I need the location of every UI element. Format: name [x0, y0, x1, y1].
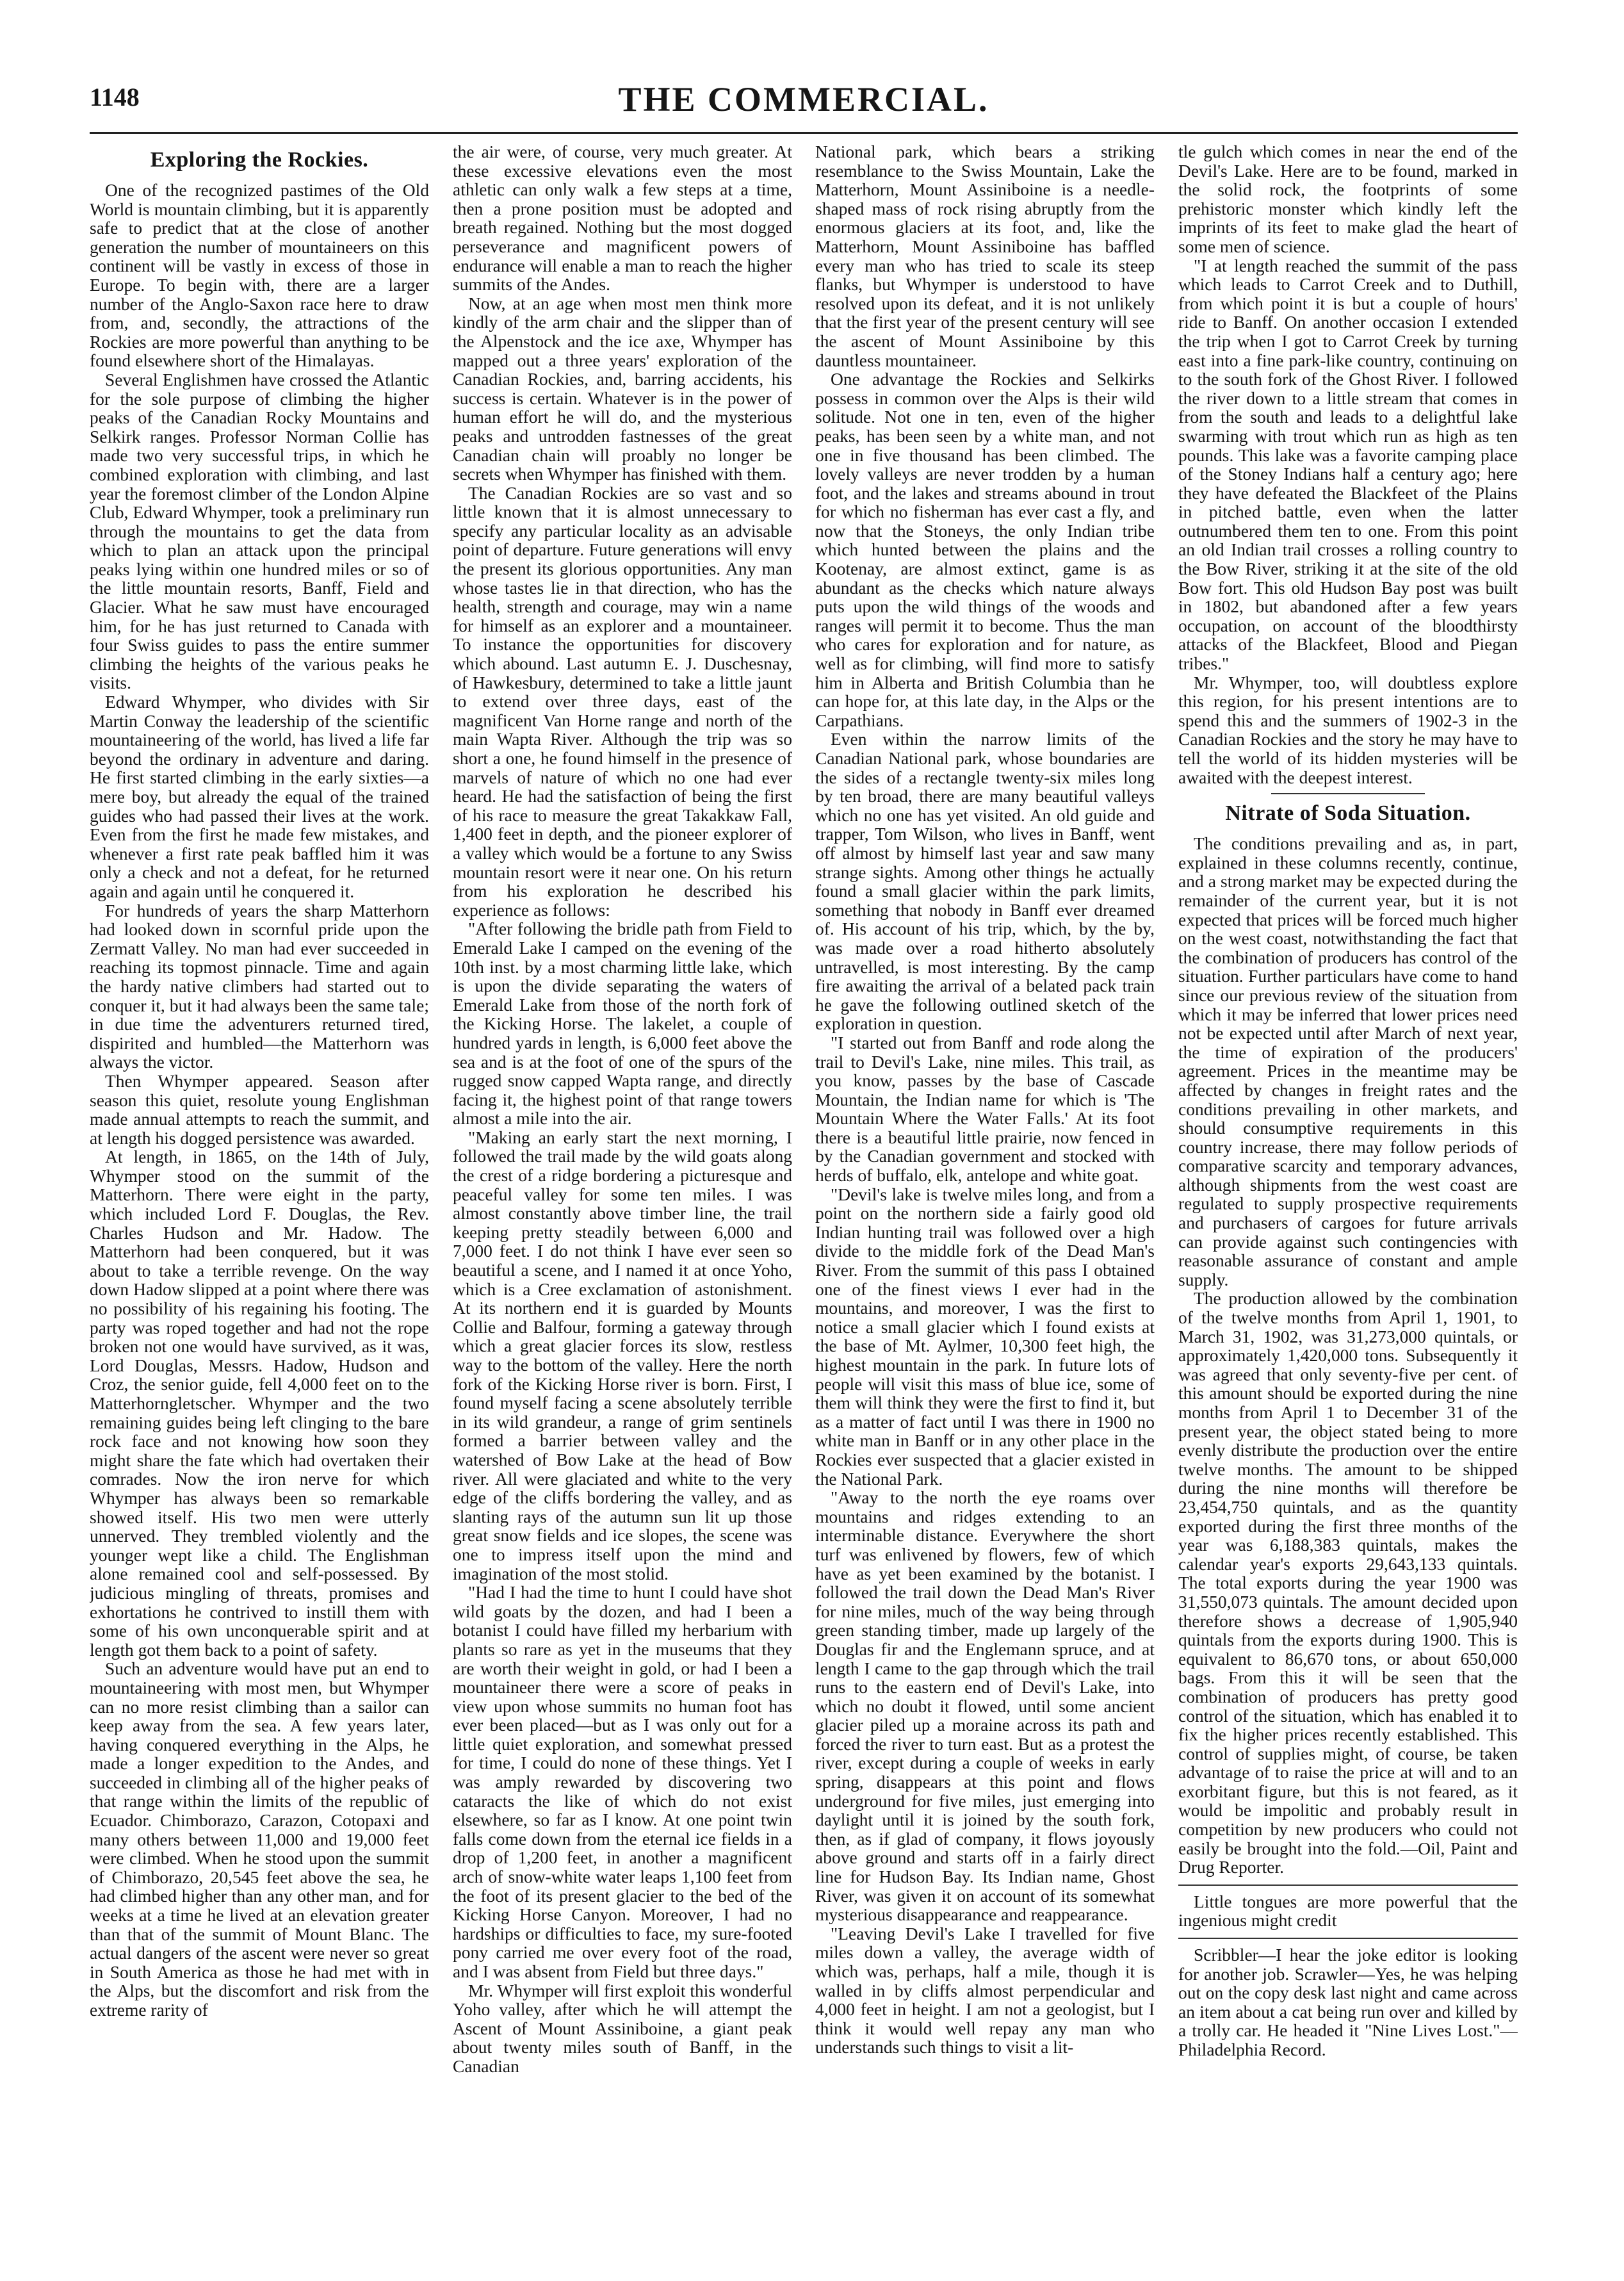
article-headline-exploring-rockies: Exploring the Rockies.	[150, 148, 369, 172]
masthead-rule	[90, 132, 1518, 134]
article-paragraph: At length, in 1865, on the 14th of July, Whymper stood on the summit of the Matterhorn. There were eight in the party, which included Lord F. Douglas, the Rev. Charles Hudson and Mr. Hadow. The Matterhorn had been conquered, but it was about to take a terrible revenge. On the way down Hadow slipped at a point where there was no possibility of his regaining his footing. The party was roped together and had not the rope broken not one would have survived, as it was, Lord Douglas, Messrs. Hadow, Hudson and Croz, the senior guide, fell 4,000 feet on to the Matterhorngletscher. Whymper and the two remaining guides being left clinging to the bare rock face and not knowing how soon they might share the fate which had overtaken their comrades. Now the iron nerve for which Whymper has always been so remarkable showed itself. His two men were utterly unnerved. They trembled violently and the younger wept like a child. The Englishman alone remained cool and self-possessed. By judicious mingling of threats, promises and exhortations he contrived to instill them with some of his own unconquerable spirit and at length got them back to a point of safety.	[90, 1147, 429, 1660]
quoted-paragraph: "Leaving Devil's Lake I travelled for five miles down a valley, the average width of which was, perhaps, half a mile, though it is walled in by cliffs almost perpendicular and 4,000 feet in height. I am not a geologist, but I think it would well repay any man who understands such things to visit a lit-	[815, 1923, 1155, 2057]
column-3	[815, 142, 1155, 2259]
column-2	[453, 142, 792, 2259]
column-1	[90, 142, 429, 2259]
article-paragraph-continued: tle gulch which comes in near the end of the Devil's Lake. Here are to be found, marked in the solid rock, the footprints of some prehistoric monster which kindly left the imprints of its feet to make glad the heart of some men of science.	[1178, 142, 1518, 256]
filler-item: Scribbler—I hear the joke editor is looking for another job. Scrawler—Yes, he was helping out on the copy desk last night and came across an item about a cat being run over and killed by a trolly car. He headed it "Nine Lives Lost."—Philadelphia Record.	[1178, 1945, 1518, 2059]
quoted-paragraph: "Making an early start the next morning, I followed the trail made by the wild goats along the crest of a ridge bordering a picturesque and peaceful valley for some ten miles. I was almost constantly above timber line, the trail keeping pretty steadily between 6,000 and 7,000 feet. I do not think I have ever seen so beautiful a scene, and I named it at once Yoho, which is a Cree exclamation of astonishment. At its northern end it is guarded by Mounts Collie and Balfour, forming a gateway through which a great glacier forces its slow, restless way to the bottom of the valley. Here the north fork of the Kicking Horse river is born. First, I found myself facing a scene absolutely terrible in its wild grandeur, a range of grim sentinels formed a barrier between valley and the watershed of Bow Lake at the head of Bow river. All were glaciated and white to the very edge of the cliffs bordering the valley, and as slanting rays of the autumn sun lit up those great snow fields and ice slopes, the scene was one to impress itself upon the mind and imagination of the most stolid.	[453, 1127, 792, 1583]
filler-item: Little tongues are more powerful that the ingenious might credit	[1178, 1891, 1518, 1931]
masthead	[90, 79, 1518, 129]
publication-title: THE COMMERCIAL.	[618, 80, 989, 119]
quoted-paragraph: "Devil's lake is twelve miles long, and from a point on the northern side a fairly good old Indian hunting trail was followed over a high divide to the middle fork of the Dead Man's River. From the summit of this pass I obtained one of the finest views I ever had in the mountains, and moreover, I was the first to notice a small glacier which I found exists at the base of Mt. Aylmer, 10,300 feet high, the highest mountain in the park. In future lots of people will visit this mass of blue ice, some of them will think they were the first to find it, but as a matter of fact until I was there in 1900 no white man in Banff or in any other place in the Rockies ever suspected that a glacier existed in the National Park.	[815, 1184, 1155, 1489]
quoted-paragraph: "Had I had the time to hunt I could have shot wild goats by the dozen, and had I been a botanist I could have filled my herbarium with plants so rare as yet in the museums that they are worth their weight in gold, or had I been a mountaineer there were a score of peaks in view upon whose summits no human foot has ever been placed—but as I was only out for a little quiet exploration, and somewhat pressed for time, I could do none of these things. Yet I was amply rewarded by discovering two cataracts the like of which do not exist elsewhere, so far as I know. At one point twin falls come down from the eternal ice fields in a drop of 1,200 feet, in another a magnificent arch of snow-white water leaps 1,100 feet from the foot of its present glacier to the bed of the Kicking Horse Canyon. Moreover, I had no hardships or difficulties to face, my sure-footed pony carried me over every foot of the road, and I was absent from Field but three days."	[453, 1582, 792, 1981]
quoted-paragraph: "Away to the north the eye roams over mountains and ridges extending to an interminable distance. Everywhere the short turf was enlivened by flowers, few of which have as yet been examined by the botanist. I followed the trail down the Dead Man's River for nine miles, much of the way being through green standing timber, made up largely of the Douglas fir and the Englemann spruce, and at length I came to the gap through which the trail runs to the eastern end of Devil's Lake, into which no doubt it flowed, until some ancient glacier piled up a moraine across its path and forced the river to turn east. But as a protest the river, except during a couple of weeks in early spring, disappears at this point and flows underground for five miles, just emerging into daylight until it is joined by the south fork, then, as if glad of company, it flows joyously above ground and starts off in a fairly direct line for Hudson Bay. Its Indian name, Ghost River, was given it on account of its somewhat mysterious disappearance and reappearance.	[815, 1487, 1155, 1925]
article-paragraph: Mr. Whymper, too, will doubtless explore this region, for his present intentions are to spend this and the summers of 1902-3 in the Canadian Rockies and the story he may have to tell the world of its hidden mysteries will be awaited with the deepest interest.	[1178, 672, 1518, 787]
page-number: 1148	[90, 83, 140, 111]
article-paragraph: Now, at an age when most men think more kindly of the arm chair and the slipper than of the Alpenstock and the ice axe, Whymper has mapped out a three years' exploration of the Canadian Rockies, and, barring accidents, his success is certain. Whatever is in the power of human effort he will do, and the mysterious peaks and untrodden fastnesses of the great Canadian chain will proably no longer be secrets when Whymper has finished with them.	[453, 293, 792, 484]
article-paragraph: The Canadian Rockies are so vast and so little known that it is almost unnecessary to specify any particular locality as an advisable point of departure. Future generations will envy the present its glorious opportunities. Any man whose tastes lie in that direction, who has the health, strength and courage, may win a name for himself as an explorer and a mountaineer. To instance the opportunities for discovery which abound. Last autumn E. J. Duschesnay, of Hawkesbury, determined to take a little jaunt to extend over three days, east of the magnificent Van Horne range and north of the main Wapta River. Although the trip was so short a one, he found himself in the presence of marvels of nature of which no one had ever heard. He had the satisfaction of being the first of his race to measure the great Takakkaw Fall, 1,400 feet in depth, and the pioneer explorer of a valley which would be a fortune to any Swiss mountain resort were it near one. On his return from his exploration he described his experience as follows:	[453, 482, 792, 920]
text-columns	[90, 142, 1518, 2259]
article-paragraph: Then Whymper appeared. Season after season this quiet, resolute young Englishman made annual attempts to reach the summit, and at length his dogged persistence was awarded.	[90, 1070, 429, 1148]
article-paragraph-continued: National park, which bears a striking resemblance to the Swiss Mountain, Lake the Matterhorn, Mount Assiniboine is a needle-shaped mass of rock rising abruptly from the enormous glaciers at its foot, and, like the Matterhorn, Mount Assiniboine has baffled every man who has tried to scale its steep flanks, but Whymper is understood to have resolved upon its defeat, and it is not unlikely that the first year of the present century will see the ascent of Mount Assiniboine by this dauntless mountaineer.	[815, 142, 1155, 370]
quoted-paragraph: "I started out from Banff and rode along the trail to Devil's Lake, nine miles. This trail, as you know, passes by the base of Cascade Mountain, the Indian name for which is 'The Mountain Where the Water Falls.' At its foot there is a beautiful little prairie, now fenced in by the Canadian government and stocked with herds of buffalo, elk, antelope and white goat.	[815, 1032, 1155, 1186]
article-paragraph: Mr. Whymper will first exploit this wonderful Yoho valley, after which he will attempt the Ascent of Mount Assiniboine, a giant peak about twenty miles south of Banff, in the Canadian	[453, 1980, 792, 2076]
article-headline-nitrate-of-soda: Nitrate of Soda Situation.	[1225, 801, 1471, 826]
article-paragraph: The conditions prevailing and as, in part, explained in these columns recently, continue, and a strong market may be expected during the remainder of the current year, but it is not expected that prices will be forced much higher on the west coast, notwithstanding the fact that the combination of producers has control of the situation. Further particulars have come to hand since our previous review of the situation from which it may be inferred that lower prices need not be expected until after March of next year, the time of expiration of the producers' agreement. Prices in the meantime may be affected by changes in freight rates and the conditions prevailing in other markets, and should consumptive requirements in this country increase, there may follow periods of comparative scarcity and temporary advances, although shipments from the west coast are regulated to supply prospective requirements and purchasers of cargoes for future arrivals can provide against such contingencies with reasonable assurance of constant and ample supply.	[1178, 833, 1518, 1289]
article-paragraph: One advantage the Rockies and Selkirks possess in common over the Alps is their wild solitude. Not one in ten, even of the higher peaks, has been seen by a white man, and not one in five thousand has been climbed. The lovely valleys are never trodden by a human foot, and the lakes and streams abound in trout for which no fisherman has ever cast a fly, and now that the Stoneys, the only Indian tribe which hunted between the plains and the Kootenay, are almost extinct, game is as abundant as the checks which nature always puts upon the wild things of the woods and ranges will permit it to become. Thus the man who cares for exploration and for nature, as well as for climbing, will find more to satisfy him in Alberta and British Columbia than he can hope for, at this late day, in the Alps or the Carpathians.	[815, 369, 1155, 730]
article-paragraph: Even within the narrow limits of the Canadian National park, whose boundaries are the sides of a rectangle twenty-six miles long by ten broad, there are many beautiful valleys which no one has yet visited. An old guide and trapper, Tom Wilson, who lives in Banff, went off almost by himself last year and saw many strange sights. Among other things he actually found a small glacier within the park limits, something that nobody in Banff ever dreamed of. His account of his trip, which, by the by, was made over a road hitherto absolutely untravelled, is most interesting. By the camp fire awaiting the arrival of a belated pack train he gave the following outlined sketch of the exploration in question.	[815, 729, 1155, 1034]
article-paragraph: Edward Whymper, who divides with Sir Martin Conway the leadership of the scientific mountaineering of the world, has lived a life far beyond the ordinary in adventure and daring. He first started climbing in the early sixties—a mere boy, but already the equal of the trained guides who had passed their lives at the work. Even from the first he made few mistakes, and whenever a first rate peak baffled him it was only a check and not a defeat, for he returned again and again until he conquered it.	[90, 692, 429, 901]
article-paragraph: The production allowed by the combination of the twelve months from April 1, 1901, to March 31, 1902, was 31,273,000 quintals, or approximately 1,420,000 tons. Subsequently it was agreed that only seventy-five per cent. of this amount should be exported during the nine months from April 1 to December 31 of the present year, the object stated being to more evenly distribute the production over the entire twelve months. The amount to be shipped during the nine months will therefore be 23,454,750 quintals, and as the quantity exported during the first three months of the year was 6,188,383 quintals, makes the calendar year's exports 29,643,133 quintals. The total exports during the year 1900 was 31,550,073 quintals. The amount decided upon therefore shows a decrease of 1,905,940 quintals from the exports during 1900. This is equivalent to 86,670 tons, or about 650,000 bags. From this it will be seen that the combination of producers has pretty good control of the situation, which has enabled it to fix the higher prices recently established. This control of supplies might, of course, be taken advantage of to raise the price at will and to an exorbitant figure, but this is not feared, as it would be impolitic and probably result in competition by new producers who could not easily be brought into the fold.—Oil, Paint and Drug Reporter.	[1178, 1288, 1518, 1877]
section-divider	[1271, 793, 1425, 794]
article-paragraph-continued: the air were, of course, very much greater. At these excessive elevations even the most athletic can only walk a few steps at a time, then a prone position must be adopted and breath regained. Nothing but the most dogged perseverance and magnificent powers of endurance will enable a man to reach the higher summits of the Andes.	[453, 142, 792, 295]
article-paragraph: For hundreds of years the sharp Matterhorn had looked down in scornful pride upon the Zermatt Valley. No man had ever succeeded in reaching its topmost pinnacle. Time and again the hardy native climbers had started out to conquer it, but it had always been the same tale; in due time the adventurers returned tired, dispirited and humbled—the Matterhorn was always the victor.	[90, 900, 429, 1072]
quoted-paragraph: "After following the bridle path from Field to Emerald Lake I camped on the evening of the 10th inst. by a most charming little lake, which is upon the divide separating the waters of Emerald Lake from those of the north fork of the Kicking Horse. The lakelet, a couple of hundred yards in length, is 6,000 feet above the sea and is at the foot of one of the spurs of the rugged snow capped Wapta range, and directly facing it, the highest point of that range towers almost a mile into the air.	[453, 919, 792, 1129]
quoted-paragraph: "I at length reached the summit of the pass which leads to Carrot Creek and to Duthill, from which point it is but a couple of hours' ride to Banff. On another occasion I extended the trip when I got to Carrot Creek by turning east into a fine park-like country, continuing on to the south fork of the Ghost River. I followed the river down to a little stream that comes in from the south and leads to a delightful lake swarming with trout which run as high as ten pounds. This lake was a favorite camping place of the Stoney Indians half a century ago; here they have defeated the Blackfeet of the Plains in pitched battle, even when the latter outnumbered them ten to one. From this point an old Indian trail crosses a rolling country to the Bow River, striking it at the site of the old Bow fort. This old Hudson Bay post was built in 1802, but abandoned after a few years occupation, on account of the bloodthirsty attacks of the Blackfeet, Blood and Piegan tribes."	[1178, 255, 1518, 674]
column-4	[1178, 142, 1518, 2259]
article-paragraph: One of the recognized pastimes of the Old World is mountain climbing, but it is apparently safe to predict that at the close of another generation the number of mountaineers on this continent will be vastly in excess of those in Europe. To begin with, there are a larger number of the Anglo-Saxon race here to draw from, and, secondly, the attractions of the Rockies are more powerful than anything to be found elsewhere short of the Himalayas.	[90, 180, 429, 371]
article-paragraph: Such an adventure would have put an end to mountaineering with most men, but Whymper can no more resist climbing than a sailor can keep away from the sea. A few years later, having conquered everything in the Alps, he made a longer expedition to the Andes, and succeeded in climbing all of the higher peaks of that range within the limits of the republic of Ecuador. Chimborazo, Carazon, Cotopaxi and many others between 11,000 and 19,000 feet were climbed. When he stood upon the summit of Chimborazo, 20,545 feet above the sea, he had climbed higher than any other man, and for weeks at a time he lived at an elevation greater than that of the summit of Mount Blanc. The actual dangers of the ascent were never so great in South America as those he had met with in the Alps, but the discomfort and risk from the extreme rarity of	[90, 1658, 429, 2020]
section-divider	[1178, 1884, 1518, 1886]
article-paragraph: Several Englishmen have crossed the Atlantic for the sole purpose of climbing the higher peaks of the Canadian Rocky Mountains and Selkirk ranges. Professor Norman Collie has made two very successful trips, in which he combined exploration with climbing, and last year the foremost climber of the London Alpine Club, Edward Whymper, took a preliminary run through the mountains to get the data from which to plan an attack upon the principal peaks lying within one hundred miles or so of the little mountain resorts, Banff, Field and Glacier. What he saw must have encouraged him, for he has just returned to Canada with four Swiss guides to pass the entire summer climbing the heights of the various peaks he visits.	[90, 369, 429, 693]
section-divider	[1178, 1938, 1518, 1939]
